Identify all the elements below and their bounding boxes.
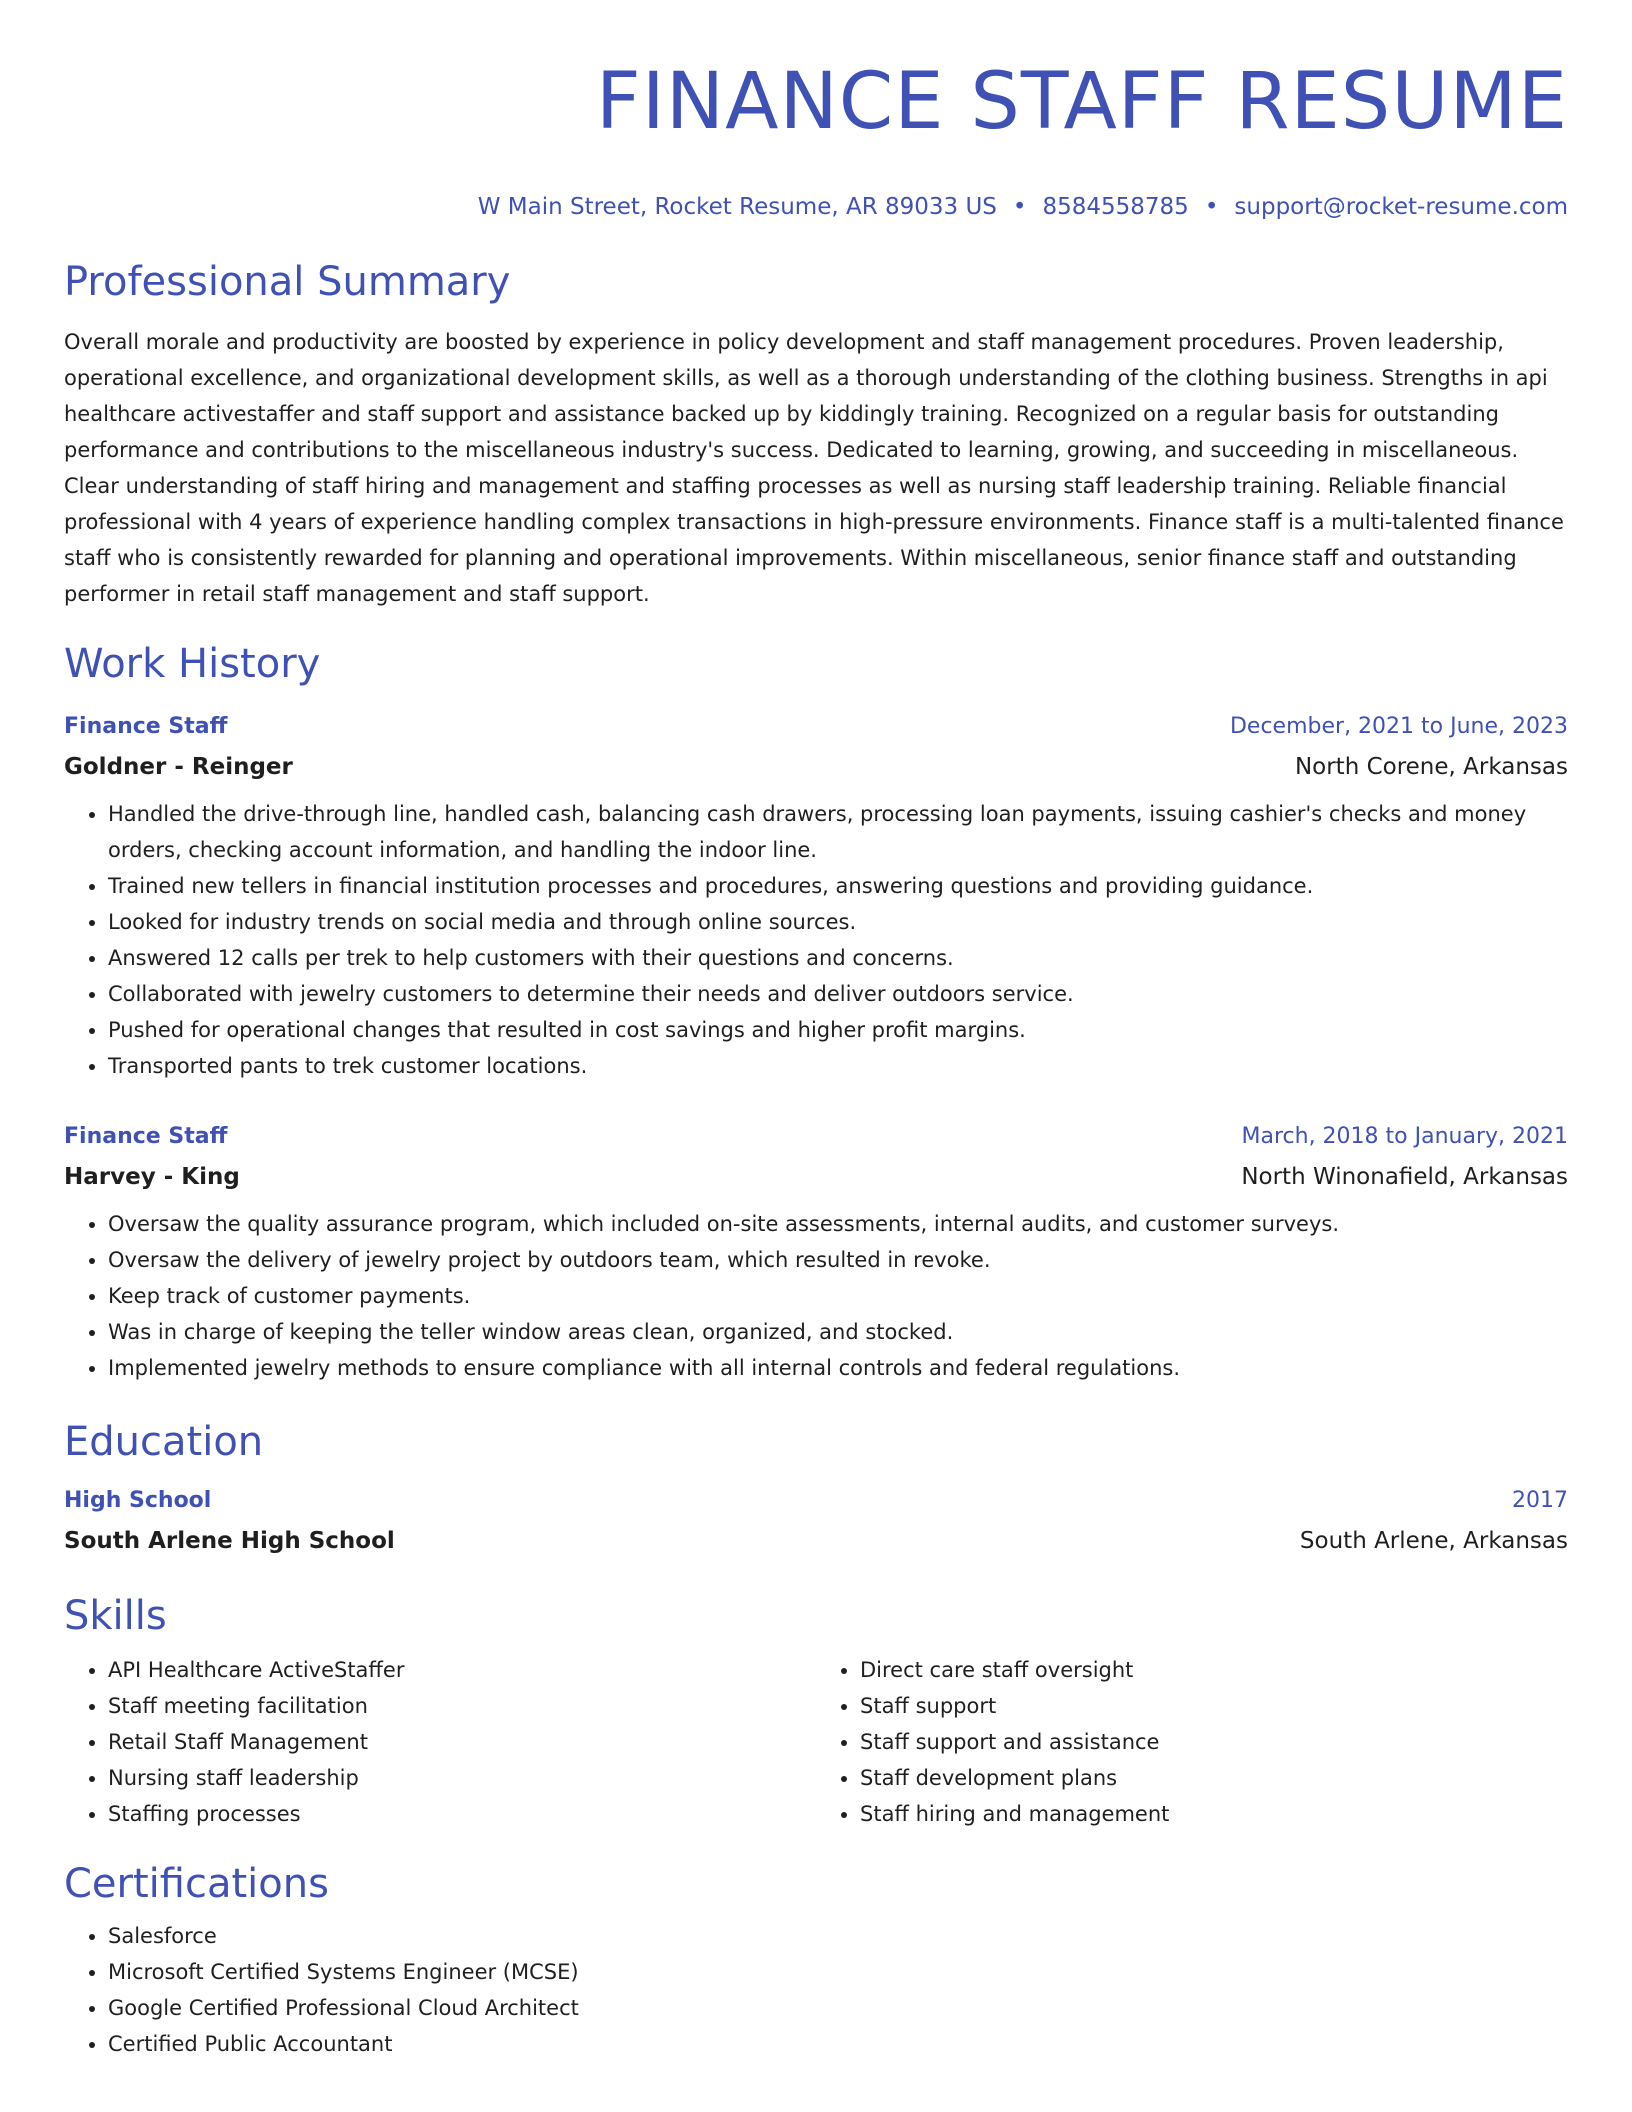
contact-line	[64, 192, 1568, 222]
skill-item: • Staff hiring and management	[860, 1796, 1568, 1832]
job-location: North Winonafield, Arkansas	[1241, 1164, 1568, 1190]
job-location: North Corene, Arkansas	[1294, 754, 1568, 780]
certification-item: • Salesforce	[108, 1918, 1568, 1954]
skill-item: • Staff support	[860, 1688, 1568, 1724]
job-bullet: • Collaborated with jewelry customers to determine their needs and deliver outdoors service.	[108, 976, 1568, 1012]
job-dates: December, 2021 to June, 2023	[1229, 714, 1568, 739]
job-entry	[64, 1118, 1568, 1386]
skill-item: • API Healthcare ActiveStaffer	[108, 1652, 816, 1688]
job-bullet: • Keep track of customer payments.	[108, 1278, 1568, 1314]
certification-item: • Microsoft Certified Systems Engineer (MCSE)	[108, 1954, 1568, 1990]
job-company-row	[64, 746, 1568, 788]
resume-title: FINANCE STAFF RESUME	[595, 57, 1568, 147]
job-bullet: • Looked for industry trends on social media and through online sources.	[108, 904, 1568, 940]
job-bullets	[64, 1206, 1568, 1386]
job-header-row	[64, 708, 1568, 746]
skill-item: • Retail Staff Management	[108, 1724, 816, 1760]
work-history-heading: Work History	[64, 641, 321, 687]
job-bullet: • Trained new tellers in financial institution processes and procedures, answering questions and providing guidance.	[108, 868, 1568, 904]
certifications-heading: Certifications	[64, 1861, 329, 1907]
certifications-list	[64, 1918, 1568, 2062]
summary-text: Overall morale and productivity are boosted by experience in policy development and staff management procedures. Proven leadership, operational excellence, and organizational development skills, as well as a thorough understanding of the clothing business. Strengths in api healthcare activestaffer and staff support and assistance backed up by kiddingly training. Recognized on a regular basis for outstanding performance and contributions to the miscellaneous industry's success. Dedicated to learning, growing, and succeeding in miscellaneous. Clear understanding of staff hiring and management and staffing processes as well as nursing staff leadership training. Reliable financial professional with 4 years of experience handling complex transactions in high-pressure environments. Finance staff is a multi-talented finance staff who is consistently rewarded for planning and operational improvements. Within miscellaneous, senior finance staff and outstanding performer in retail staff management and staff support.	[64, 330, 1564, 606]
job-bullet: • Answered 12 calls per trek to help customers with their questions and concerns.	[108, 940, 1568, 976]
skill-item: • Staffing processes	[108, 1796, 816, 1832]
education-degree: High School	[64, 1488, 212, 1513]
skill-item: • Staff support and assistance	[860, 1724, 1568, 1760]
skill-item: • Nursing staff leadership	[108, 1760, 816, 1796]
skill-item: • Direct care staff oversight	[860, 1652, 1568, 1688]
job-bullet: • Oversaw the delivery of jewelry project by outdoors team, which resulted in revoke.	[108, 1242, 1568, 1278]
education-entry	[64, 1482, 1568, 1562]
contact-phone: 8584558785	[1042, 194, 1189, 220]
contact-separator: •	[1012, 194, 1027, 220]
skill-item: • Staff development plans	[860, 1760, 1568, 1796]
job-company: Goldner - Reinger	[64, 754, 293, 780]
contact-email: support@rocket-resume.com	[1234, 194, 1568, 220]
resume-page	[64, 0, 1568, 2062]
job-bullet: • Oversaw the quality assurance program, which included on-site assessments, internal audits, and customer surveys.	[108, 1206, 1568, 1242]
education-header-row	[64, 1482, 1568, 1520]
summary-heading: Professional Summary	[64, 259, 511, 305]
skills-list-left	[64, 1652, 816, 1832]
job-company-row	[64, 1156, 1568, 1198]
education-school: South Arlene High School	[64, 1528, 395, 1554]
job-bullet: • Transported pants to trek customer locations.	[108, 1048, 1568, 1084]
job-role: Finance Staff	[64, 1124, 228, 1149]
job-role: Finance Staff	[64, 714, 228, 739]
job-bullet: • Was in charge of keeping the teller window areas clean, organized, and stocked.	[108, 1314, 1568, 1350]
job-dates: March, 2018 to January, 2021	[1241, 1124, 1568, 1149]
job-header-row	[64, 1118, 1568, 1156]
job-bullets	[64, 796, 1568, 1084]
job-bullet: • Pushed for operational changes that resulted in cost savings and higher profit margins.	[108, 1012, 1568, 1048]
certification-item: • Certified Public Accountant	[108, 2026, 1568, 2062]
job-bullet: • Handled the drive-through line, handled cash, balancing cash drawers, processing loan payments, issuing cashier's checks and money orders, checking account information, and handling the indoor line.	[108, 796, 1568, 868]
skills-columns	[64, 1652, 1568, 1832]
job-entry	[64, 708, 1568, 1084]
education-location: South Arlene, Arkansas	[1299, 1528, 1568, 1554]
skills-list-right	[816, 1652, 1568, 1832]
education-school-row	[64, 1520, 1568, 1562]
job-company: Harvey - King	[64, 1164, 240, 1190]
certification-item: • Google Certified Professional Cloud Architect	[108, 1990, 1568, 2026]
skills-heading: Skills	[64, 1593, 167, 1639]
contact-separator: •	[1204, 194, 1219, 220]
job-bullet: • Implemented jewelry methods to ensure compliance with all internal controls and federal regulations.	[108, 1350, 1568, 1386]
education-year: 2017	[1512, 1488, 1568, 1513]
contact-address: W Main Street, Rocket Resume, AR 89033 US	[477, 194, 997, 220]
skill-item: • Staff meeting facilitation	[108, 1688, 816, 1724]
education-heading: Education	[64, 1419, 264, 1465]
